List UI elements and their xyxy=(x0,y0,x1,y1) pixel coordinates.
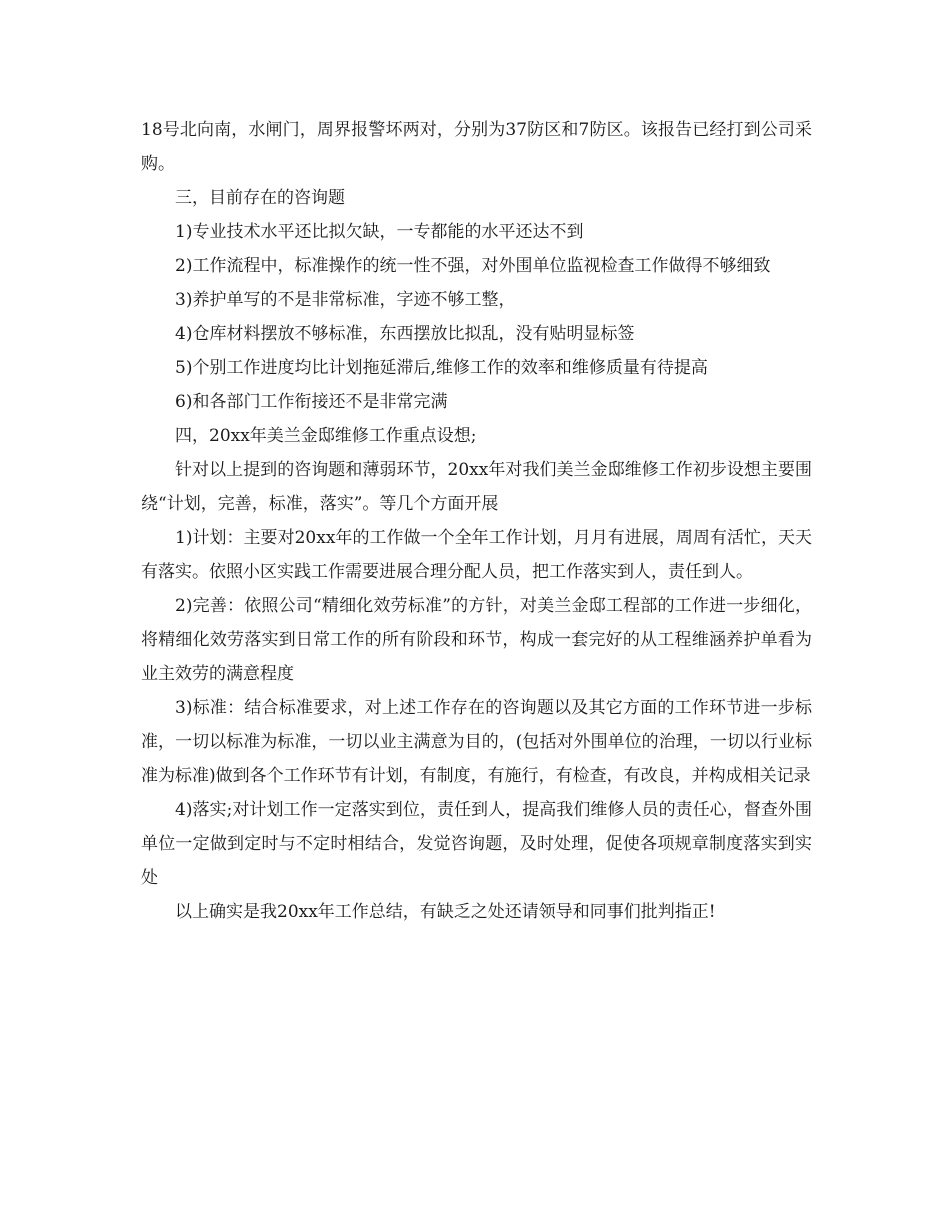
section-heading-problems: 三，目前存在的咨询题 xyxy=(175,188,345,208)
problem-item-3: 3)养护单写的不是非常标准，字迹不够工整， xyxy=(175,290,516,310)
problem-item-2: 2)工作流程中，标准操作的统一性不强，对外围单位监视检查工作做得不够细致 xyxy=(175,256,771,276)
section-heading-plans: 四，20xx年美兰金邸维修工作重点设想; xyxy=(175,426,477,446)
plan-item-3: 3)标准：结合标准要求，对上述工作存在的咨询题以及其它方面的工作环节进一步标准，一切以标准为标准，一切以业主满意为目的，(包括对外围单位的治理，一切以行业标准为标准)做到各个工作环节有计划，有制度，有施行，有检查，有改良，并构成相关记录 xyxy=(141,698,812,786)
problem-item-5: 5)个别工作进度均比计划拖延滞后,维修工作的效率和维修质量有待提高 xyxy=(175,358,708,378)
plan-item-2: 2)完善：依照公司“精细化效劳标准”的方针，对美兰金邸工程部的工作进一步细化，将精细化效劳落实到日常工作的所有阶段和环节，构成一套完好的从工程维涵养护单看为业主效劳的满意程度 xyxy=(141,596,812,684)
document-body xyxy=(141,113,812,929)
plans-intro: 针对以上提到的咨询题和薄弱环节，20xx年对我们美兰金邸维修工作初步设想主要围绕“计划，完善，标准，落实”。等几个方面开展 xyxy=(141,460,812,514)
problem-item-1: 1)专业技术水平还比拟欠缺，一专都能的水平还达不到 xyxy=(175,222,584,242)
problem-item-6: 6)和各部门工作衔接还不是非常完满 xyxy=(175,392,448,412)
plan-item-4: 4)落实;对计划工作一定落实到位，责任到人，提高我们维修人员的责任心，督查外围单位一定做到定时与不定时相结合，发觉咨询题，及时处理，促使各项规章制度落实到实处 xyxy=(141,800,812,888)
closing-remark: 以上确实是我20xx年工作总结，有缺乏之处还请领导和同事们批判指正! xyxy=(175,902,716,922)
problem-item-4: 4)仓库材料摆放不够标准，东西摆放比拟乱，没有贴明显标签 xyxy=(175,324,635,344)
plan-item-1: 1)计划：主要对20xx年的工作做一个全年工作计划，月月有进展，周周有活忙，天天有落实。依照小区实践工作需要进展合理分配人员，把工作落实到人，责任到人。 xyxy=(141,528,812,582)
paragraph-continuation: 18号北向南，水闸门，周界报警坏两对，分别为37防区和7防区。该报告已经打到公司采购。 xyxy=(141,120,812,174)
